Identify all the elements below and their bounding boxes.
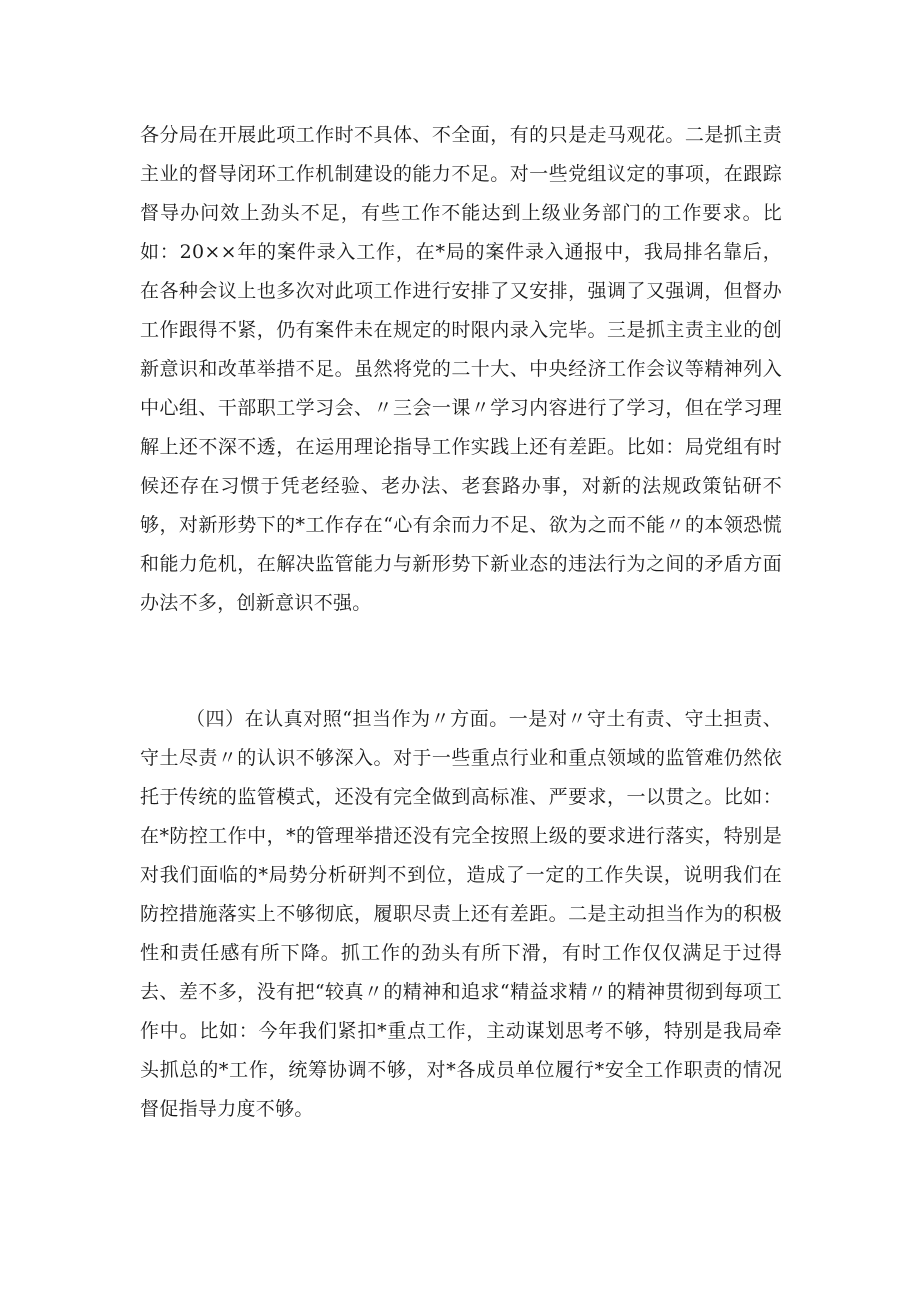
paragraph-block-1: [140, 116, 782, 623]
paragraph-block-2: [140, 700, 782, 1129]
body-paragraph: 各分局在开展此项工作时不具体、不全面，有的只是走马观花。二是抓主责主业的督导闭环工作机制建设的能力不足。对一些党组议定的事项，在跟踪督导办问效上劲头不足，有些工作不能达到上级业务部门的工作要求。比如：20××年的案件录入工作，在*局的案件录入通报中，我局排名靠后，在各种会议上也多次对此项工作进行安排了又安排，强调了又强调，但督办工作跟得不紧，仍有案件未在规定的时限内录入完毕。三是抓主责主业的创新意识和改革举措不足。虽然将党的二十大、中央经济工作会议等精神列入中心组、干部职工学习会、〃三会一课〃学习内容进行了学习，但在学习理解上还不深不透，在运用理论指导工作实践上还有差距。比如：局党组有时候还存在习惯于凭老经验、老办法、老套路办事，对新的法规政策钻研不够，对新形势下的*工作存在“心有余而力不足、欲为之而不能〃的本领恐慌和能力危机，在解决监管能力与新形势下新业态的违法行为之间的矛盾方面办法不多，创新意识不强。: [140, 124, 782, 614]
section-four-paragraph: （四）在认真对照“担当作为〃方面。一是对〃守土有责、守土担责、守土尽责〃的认识不够深入。对于一些重点行业和重点领域的监管难仍然依托于传统的监管模式，还没有完全做到高标准、严要求，一以贯之。比如：在*防控工作中，*的管理举措还没有完全按照上级的要求进行落实，特别是对我们面临的*局势分析研判不到位，造成了一定的工作失误，说明我们在防控措施落实上不够彻底，履职尽责上还有差距。二是主动担当作为的积极性和责任感有所下降。抓工作的劲头有所下滑，有时工作仅仅满足于过得去、差不多，没有把“较真〃的精神和追求“精益求精〃的精神贯彻到每项工作中。比如：今年我们紧扣*重点工作，主动谋划思考不够，特别是我局牵头抓总的*工作，统筹协调不够，对*各成员单位履行*安全工作职责的情况督促指导力度不够。: [140, 708, 782, 1120]
